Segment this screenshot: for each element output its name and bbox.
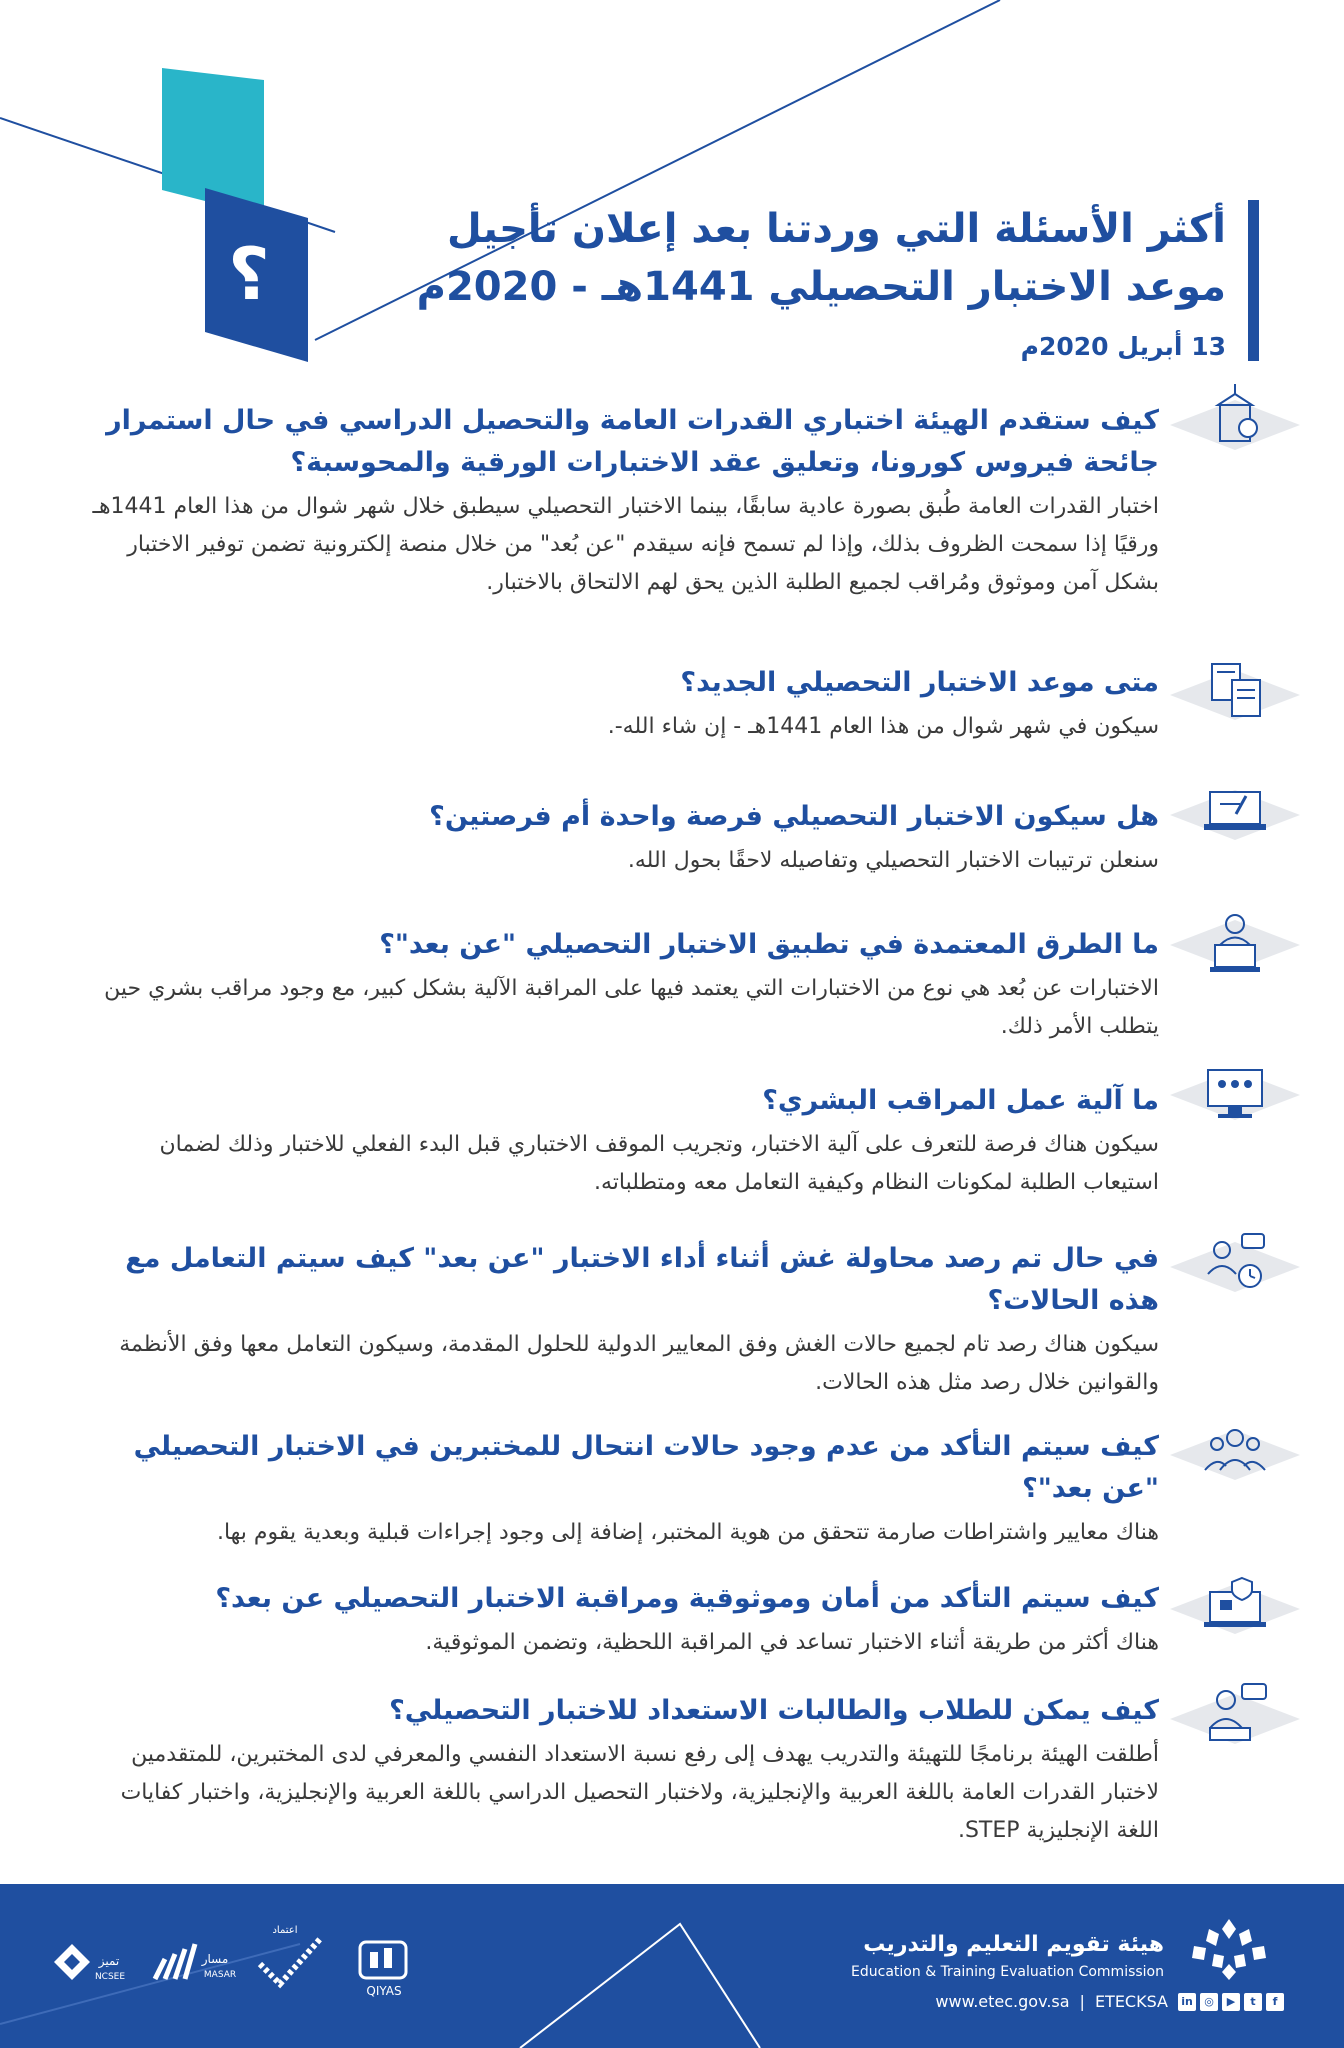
org-name-arabic: هيئة تقويم التعليم والتدريب — [863, 1932, 1164, 1957]
website-link[interactable]: www.etec.gov.sa — [935, 1992, 1070, 2011]
faq-item — [79, 1578, 1159, 1662]
etimad-logo-text: اعتماد — [272, 1925, 298, 1936]
separator: | — [1079, 1992, 1085, 2011]
faq-item — [79, 1238, 1159, 1402]
faq-item — [79, 1426, 1159, 1552]
faq-answer: سيكون هناك رصد تام لجميع حالات الغش وفق المعايير الدولية للحلول المقدمة، وسيكون التعامل معها وفق الأنظمة والقوانين خلال رصد مثل هذه الحالات. — [119, 1332, 1159, 1395]
qiyas-logo-icon — [358, 1940, 408, 1980]
etec-logo — [1184, 1914, 1274, 1984]
footer — [0, 1884, 1344, 2048]
people-clock-icon — [1160, 1212, 1310, 1322]
faq-question: كيف سيتم التأكد من أمان وموثوقية ومراقبة الاختبار التحصيلي عن بعد؟ — [215, 1583, 1159, 1614]
page-header — [326, 200, 1259, 361]
youtube-icon[interactable]: ▶ — [1222, 1993, 1240, 2011]
faq-item — [79, 1080, 1159, 1202]
social-handle[interactable]: ETECKSA — [1094, 1992, 1168, 2011]
documents-icon — [1160, 640, 1310, 750]
faq-question: ما الطرق المعتمدة في تطبيق الاختبار التحصيلي "عن بعد"؟ — [379, 929, 1159, 960]
qiyas-logo-text: QIYAS — [366, 1984, 402, 1998]
faq-question: ما آلية عمل المراقب البشري؟ — [762, 1085, 1159, 1116]
faq-item — [79, 1690, 1159, 1850]
faq-question: كيف يمكن للطلاب والطالبات الاستعداد للاختبار التحصيلي؟ — [389, 1695, 1159, 1726]
question-mark: ؟ — [228, 232, 270, 316]
faq-answer: سيكون هناك فرصة للتعرف على آلية الاختبار، وتجريب الموقف الاختباري قبل البدء الفعلي للاختبار وذلك لضمان استيعاب الطلبة لمكونات النظام وكيفية التعامل معه ومتطلباته. — [159, 1132, 1159, 1195]
faq-item — [79, 924, 1159, 1046]
faq-question: في حال تم رصد محاولة غش أثناء أداء الاختبار "عن بعد" كيف سيتم التعامل مع هذه الحالات؟ — [125, 1243, 1159, 1316]
faq-item — [79, 796, 1159, 880]
masar-logo-arabic: مسار — [201, 1952, 229, 1966]
faq-question: هل سيكون الاختبار التحصيلي فرصة واحدة أم فرصتين؟ — [429, 801, 1159, 832]
masar-logo-icon — [150, 1939, 200, 1989]
org-name-english: Education & Training Evaluation Commission — [851, 1964, 1164, 1980]
snapchat-icon[interactable]: ◎ — [1200, 1993, 1218, 2011]
student-laptop-icon — [1160, 890, 1310, 1000]
faq-question: متى موعد الاختبار التحصيلي الجديد؟ — [680, 667, 1159, 698]
faq-item — [79, 662, 1159, 746]
facebook-icon[interactable]: f — [1266, 1993, 1284, 2011]
secure-monitor-icon — [1160, 1554, 1310, 1664]
faq-answer: هناك أكثر من طريقة أثناء الاختبار تساعد في المراقبة اللحظية، وتضمن الموثوقية. — [425, 1630, 1159, 1655]
tamayuz-logo-english: NCSEE — [94, 1972, 126, 1982]
masar-logo-english: MASAR — [203, 1970, 237, 1980]
monitor-group-icon — [1160, 1040, 1310, 1150]
etimad-logo-icon — [255, 1934, 325, 1994]
faq-answer: سيكون في شهر شوال من هذا العام 1441هـ - إن شاء الله-. — [607, 714, 1159, 739]
page-title-line-2: موعد الاختبار التحصيلي 1441هـ - 2020م — [416, 264, 1226, 310]
faq-answer: أطلقت الهيئة برنامجًا للتهيئة والتدريب يهدف إلى رفع نسبة الاستعداد النفسي والمعرفي لدى المختبرين، للمتقدمين لاختبار القدرات العامة باللغة العربية والإنجليزية، ولاختبار التحصيل الدراسي باللغة العربية والإنجليزية، واختبار كفايات اللغة الإنجليزية STEP. — [120, 1742, 1159, 1843]
linkedin-icon[interactable]: in — [1178, 1993, 1196, 2011]
faq-answer: الاختبارات عن بُعد هي نوع من الاختبارات التي يعتمد فيها على المراقبة الآلية بشكل كبير، مع وجود مراقب بشري حين يتطلب الأمر ذلك. — [104, 976, 1159, 1039]
laptop-writing-icon — [1160, 760, 1310, 870]
faq-question: كيف ستقدم الهيئة اختباري القدرات العامة والتحصيل الدراسي في حال استمرار جائحة فيروس كورونا، وتعليق عقد الاختبارات الورقية والمحوسبة؟ — [106, 405, 1159, 478]
faq-item — [79, 400, 1159, 602]
faq-answer: سنعلن ترتيبات الاختبار التحصيلي وتفاصيله لاحقًا بحول الله. — [627, 848, 1159, 873]
publish-date: 13 أبريل 2020م — [1020, 332, 1226, 361]
faq-question: كيف سيتم التأكد من عدم وجود حالات انتحال للمختبرين في الاختبار التحصيلي "عن بعد"؟ — [133, 1431, 1159, 1504]
tamayuz-logo-arabic: تميز — [98, 1954, 120, 1968]
social-icons — [1178, 1993, 1284, 2011]
school-shield-icon — [1160, 370, 1310, 480]
person-chat-icon — [1160, 1664, 1310, 1774]
tamayuz-logo-icon — [52, 1942, 92, 1982]
faq-answer: اختبار القدرات العامة طُبق بصورة عادية سابقًا، بينما الاختبار التحصيلي سيطبق خلال شهر شوال من هذا العام 1441هـ ورقيًا إذا سمحت الظروف بذلك، وإذا لم تسمح فإنه سيقدم "عن بُعد" من خلال منصة إلكترونية تضمن توفير الاختبار بشكل آمن وموثوق ومُراقب لجميع الطلبة الذين يحق لهم الالتحاق بالاختبار. — [92, 494, 1159, 595]
faq-answer: هناك معايير واشتراطات صارمة تتحقق من هوية المختبر، إضافة إلى وجود إجراءات قبلية وبعدية يقوم بها. — [216, 1520, 1159, 1545]
group-icon — [1160, 1400, 1310, 1510]
contact-bar — [935, 1992, 1284, 2011]
twitter-icon[interactable]: t — [1244, 1993, 1262, 2011]
page-title-line-1: أكثر الأسئلة التي وردتنا بعد إعلان تأجيل — [447, 206, 1226, 252]
